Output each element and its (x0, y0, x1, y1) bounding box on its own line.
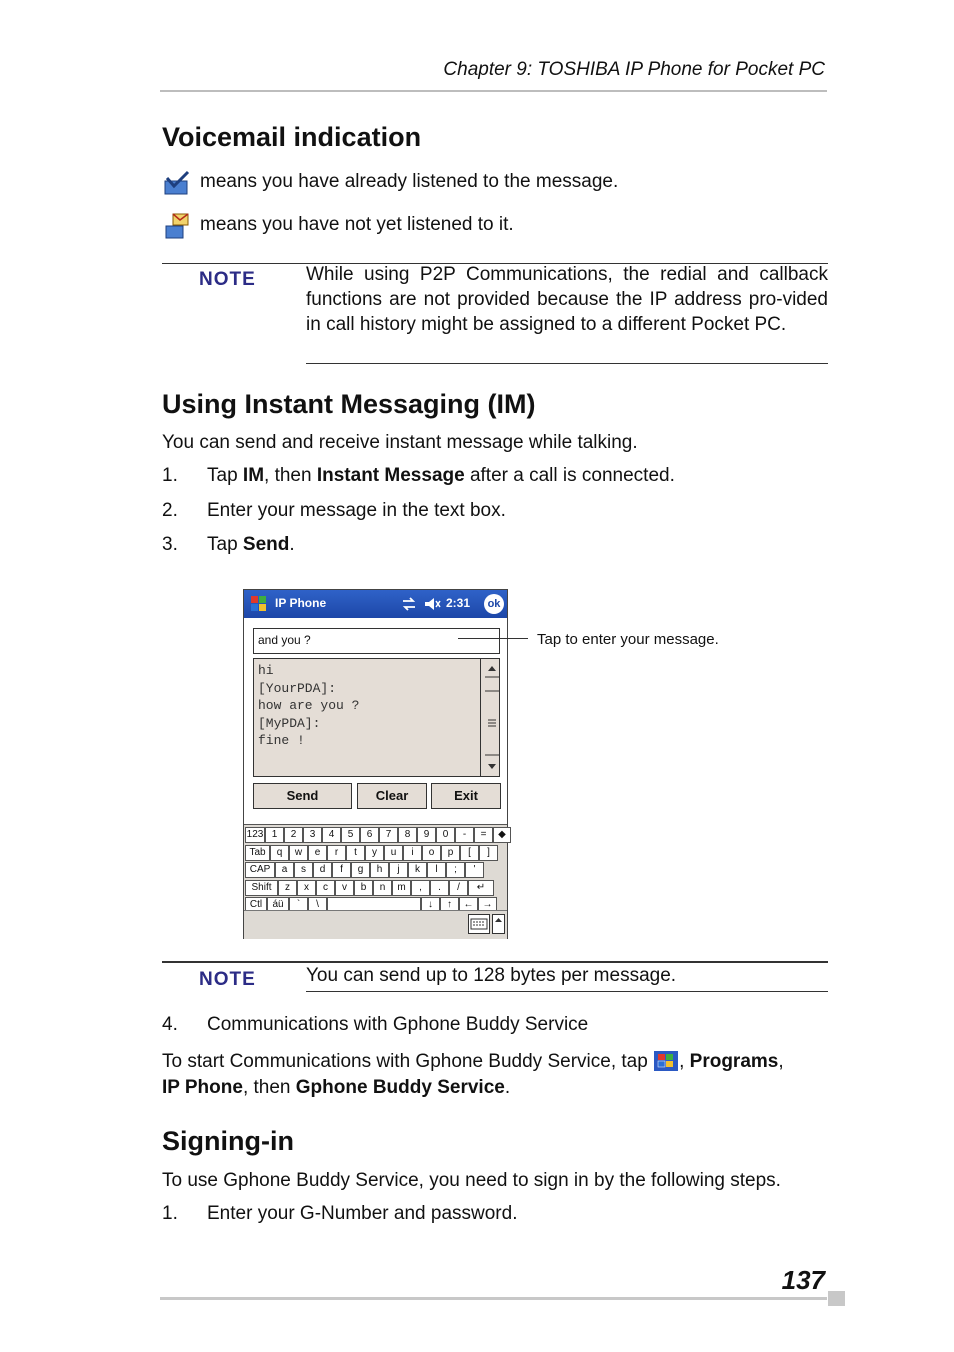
key[interactable]: e (308, 845, 327, 861)
key[interactable]: ↑ (440, 897, 459, 913)
key[interactable]: m (392, 880, 411, 896)
start-menu-icon (653, 1050, 679, 1072)
signin-step1-text: Enter your G-Number and password. (207, 1203, 518, 1224)
key[interactable]: n (373, 880, 392, 896)
key[interactable]: o (422, 845, 441, 861)
keyboard-toggle-icon[interactable] (468, 914, 490, 934)
note1-text: While using P2P Communications, the redial and callback functions are not provided because the IP address pro-vided in call history might be assigned to a different Pocket PC. (306, 264, 828, 335)
voicemail-listened-text: means you have already listened to the message. (200, 171, 619, 192)
key[interactable]: \ (308, 897, 327, 913)
exit-button[interactable]: Exit (431, 783, 501, 809)
note2-bottom-rule (306, 991, 828, 992)
key[interactable]: g (351, 862, 370, 878)
key[interactable]: 9 (417, 827, 436, 843)
key[interactable]: 8 (398, 827, 417, 843)
key[interactable]: 0 (436, 827, 455, 843)
im-step2-text: Enter your message in the text box. (207, 500, 506, 521)
key[interactable]: u (384, 845, 403, 861)
key[interactable]: k (408, 862, 427, 878)
note2-label: NOTE (199, 969, 256, 990)
key[interactable]: 6 (360, 827, 379, 843)
key[interactable]: 1 (265, 827, 284, 843)
key[interactable]: x (297, 880, 316, 896)
history-scrollbar[interactable] (480, 659, 499, 776)
input-menu-arrow-icon[interactable] (492, 914, 505, 934)
key[interactable]: p (441, 845, 460, 861)
clear-button[interactable]: Clear (357, 783, 427, 809)
key[interactable]: t (346, 845, 365, 861)
key[interactable]: - (455, 827, 474, 843)
windows-start-icon[interactable] (248, 593, 270, 615)
history-line: fine ! (258, 733, 305, 748)
pocketpc-screen (243, 589, 508, 939)
im-step3-num: 3. (162, 534, 178, 555)
key[interactable]: [ (460, 845, 479, 861)
soft-keyboard (244, 824, 507, 911)
key[interactable]: y (365, 845, 384, 861)
im-step1-num: 1. (162, 465, 178, 486)
key[interactable]: . (430, 880, 449, 896)
message-history[interactable] (253, 658, 500, 777)
app-title: IP Phone (275, 596, 327, 610)
im-title: Using Instant Messaging (IM) (162, 389, 536, 419)
key[interactable]: r (327, 845, 346, 861)
key[interactable]: Ctl (245, 897, 267, 913)
key[interactable]: Shift (245, 880, 278, 896)
header-rule (160, 90, 827, 92)
key[interactable]: j (389, 862, 408, 878)
key[interactable]: v (335, 880, 354, 896)
title-bar (244, 590, 507, 618)
key[interactable]: c (316, 880, 335, 896)
key[interactable]: b (354, 880, 373, 896)
key[interactable]: w (289, 845, 308, 861)
key[interactable]: d (313, 862, 332, 878)
key[interactable]: CAP (245, 862, 275, 878)
callout-text: Tap to enter your message. (537, 631, 719, 648)
key[interactable]: q (270, 845, 289, 861)
voicemail-title: Voicemail indication (162, 122, 422, 152)
menu-bar (244, 910, 507, 939)
scrollbar-arrows-icon (485, 659, 499, 776)
key[interactable]: z (278, 880, 297, 896)
key[interactable]: ← (459, 897, 478, 913)
key[interactable]: / (449, 880, 468, 896)
note2-text: You can send up to 128 bytes per message. (306, 965, 677, 986)
footer-rule (160, 1297, 827, 1300)
connectivity-icon[interactable] (401, 596, 417, 612)
voicemail-unlistened-text: means you have not yet listened to it. (200, 214, 514, 235)
key[interactable]: ◆ (493, 827, 511, 843)
history-line: hi (258, 663, 274, 678)
key[interactable]: Tab (245, 845, 270, 861)
page-number: 137 (781, 1265, 825, 1295)
key[interactable]: áü (267, 897, 289, 913)
im-step1-text: Tap IM, then Instant Message after a call is connected. (207, 465, 675, 486)
history-line: [MyPDA]: (258, 715, 321, 731)
message-input-value: and you ? (258, 633, 311, 647)
voicemail-unlistened-icon (162, 212, 190, 240)
signin-step1-num: 1. (162, 1203, 178, 1224)
key[interactable]: ↵ (468, 880, 494, 896)
key[interactable]: 4 (322, 827, 341, 843)
clock[interactable]: 2:31 (446, 596, 471, 610)
im-step2-num: 2. (162, 500, 178, 521)
chapter-header: Chapter 9: TOSHIBA IP Phone for Pocket PC (443, 59, 825, 80)
key[interactable]: a (275, 862, 294, 878)
speaker-icon[interactable] (423, 596, 441, 612)
key[interactable]: 3 (303, 827, 322, 843)
step4-num: 4. (162, 1014, 178, 1035)
key[interactable]: 5 (341, 827, 360, 843)
signin-intro: To use Gphone Buddy Service, you need to sign in by the following steps. (162, 1170, 781, 1191)
key[interactable]: ] (479, 845, 498, 861)
step4-text: Communications with Gphone Buddy Service (207, 1014, 589, 1035)
key[interactable]: f (332, 862, 351, 878)
message-input[interactable] (253, 628, 500, 654)
key[interactable]: h (370, 862, 389, 878)
send-button[interactable]: Send (253, 783, 352, 809)
ok-button[interactable]: ok (484, 594, 504, 614)
signin-title: Signing-in (162, 1126, 294, 1156)
key[interactable]: 2 (284, 827, 303, 843)
callout-line (458, 638, 528, 639)
key[interactable]: = (474, 827, 493, 843)
note1-label: NOTE (199, 269, 256, 290)
key[interactable]: ` (289, 897, 308, 913)
im-intro: You can send and receive instant message while talking. (162, 432, 638, 453)
key[interactable]: ; (446, 862, 465, 878)
key[interactable]: l (427, 862, 446, 878)
key[interactable]: s (294, 862, 313, 878)
key[interactable]: , (411, 880, 430, 896)
history-line: [YourPDA]: (258, 680, 337, 696)
footer-square (828, 1291, 845, 1306)
im-step3-text: Tap Send. (207, 534, 295, 555)
key[interactable]: 7 (379, 827, 398, 843)
history-line: how are you ? (258, 698, 360, 713)
key[interactable]: ' (465, 862, 484, 878)
key[interactable]: → (478, 897, 497, 913)
key[interactable]: ↓ (421, 897, 440, 913)
key[interactable]: 123 (245, 827, 265, 843)
note1-bottom-rule (306, 363, 828, 364)
key[interactable]: i (403, 845, 422, 861)
gphone-paragraph: To start Communications with Gphone Buddy Service, tap , Programs, IP Phone, then Gphone Buddy Service. (162, 1051, 784, 1098)
voicemail-listened-icon (163, 170, 191, 196)
